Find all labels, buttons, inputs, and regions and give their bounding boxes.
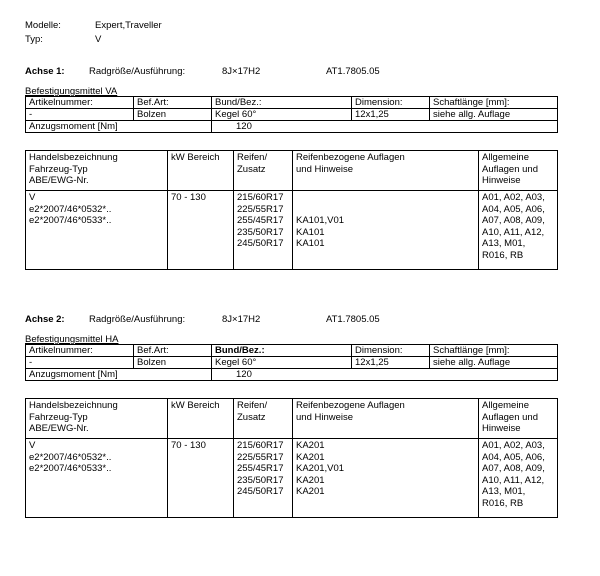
fastening-cell: Bolzen — [134, 109, 212, 121]
axle-1-size-label: Radgröße/Ausführung: — [89, 66, 186, 77]
fastening-header: Bef.Art: — [134, 97, 212, 109]
axle-1-fastening-table — [25, 96, 558, 133]
typ-label: Typ: — [25, 34, 43, 45]
fastening-cell: Bolzen — [134, 357, 212, 369]
detail-cell-tyre-notes: KA201 KA201 KA201,V01 KA201 KA201 — [293, 439, 479, 518]
axle-2-detail-table — [25, 398, 558, 518]
axle-1-code: AT1.7805.05 — [326, 66, 380, 77]
torque-value: 120 — [212, 369, 558, 381]
torque-label: Anzugsmoment [Nm] — [26, 121, 212, 133]
fastening-header: Dimension: — [352, 345, 430, 357]
fastening-header: Dimension: — [352, 97, 430, 109]
detail-header: Reifen/ Zusatz — [234, 399, 293, 439]
fastening-header: Artikelnummer: — [26, 97, 134, 109]
axle-2-fastening-title: Befestigungsmittel HA — [25, 334, 119, 345]
fastening-header: Artikelnummer: — [26, 345, 134, 357]
detail-cell-general-notes: A01, A02, A03, A04, A05, A06, A07, A08, A09, A10, A11, A12, A13, M01, R016, RB — [479, 439, 558, 518]
detail-header: Handelsbezeichnung Fahrzeug-Typ ABE/EWG-Nr. — [26, 399, 168, 439]
axle-2-title: Achse 2: — [25, 314, 65, 325]
fastening-header: Schaftlänge [mm]: — [430, 345, 558, 357]
fastening-header: Schaftlänge [mm]: — [430, 97, 558, 109]
axle-1-title: Achse 1: — [25, 66, 65, 77]
fastening-cell: - — [26, 357, 134, 369]
detail-header: kW Bereich — [168, 151, 234, 191]
detail-cell-kw: 70 - 130 — [168, 191, 234, 270]
axle-2-size-label: Radgröße/Ausführung: — [89, 314, 186, 325]
fastening-cell: 12x1,25 — [352, 357, 430, 369]
detail-cell-tyre-notes: KA101,V01 KA101 KA101 — [293, 191, 479, 270]
modelle-value: Expert,Traveller — [95, 20, 162, 31]
detail-header: Allgemeine Auflagen und Hinweise — [479, 399, 558, 439]
fastening-cell: - — [26, 109, 134, 121]
fastening-header: Bund/Bez.: — [212, 97, 352, 109]
detail-header: Reifenbezogene Auflagen und Hinweise — [293, 399, 479, 439]
detail-cell-vehicle: V e2*2007/46*0532*.. e2*2007/46*0533*.. — [26, 191, 168, 270]
fastening-header: Bef.Art: — [134, 345, 212, 357]
detail-cell-vehicle: V e2*2007/46*0532*.. e2*2007/46*0533*.. — [26, 439, 168, 518]
typ-value: V — [95, 34, 102, 45]
axle-1-detail-table — [25, 150, 558, 270]
detail-header: Allgemeine Auflagen und Hinweise — [479, 151, 558, 191]
fastening-cell: Kegel 60° — [212, 109, 352, 121]
axle-1-fastening-title: Befestigungsmittel VA — [25, 86, 118, 97]
detail-cell-general-notes: A01, A02, A03, A04, A05, A06, A07, A08, A09, A10, A11, A12, A13, M01, R016, RB — [479, 191, 558, 270]
axle-2-fastening-table — [25, 344, 558, 381]
detail-cell-tyres: 215/60R17 225/55R17 255/45R17 235/50R17 245/50R17 — [234, 439, 293, 518]
modelle-label: Modelle: — [25, 20, 61, 31]
torque-label: Anzugsmoment [Nm] — [26, 369, 212, 381]
detail-header: Reifenbezogene Auflagen und Hinweise — [293, 151, 479, 191]
fastening-cell: siehe allg. Auflage — [430, 357, 558, 369]
fastening-cell: 12x1,25 — [352, 109, 430, 121]
fastening-cell: Kegel 60° — [212, 357, 352, 369]
fastening-cell: siehe allg. Auflage — [430, 109, 558, 121]
axle-1-size-value: 8J×17H2 — [222, 66, 261, 77]
detail-cell-tyres: 215/60R17 225/55R17 255/45R17 235/50R17 245/50R17 — [234, 191, 293, 270]
fastening-header: Bund/Bez.: — [212, 345, 352, 357]
axle-2-code: AT1.7805.05 — [326, 314, 380, 325]
detail-header: kW Bereich — [168, 399, 234, 439]
detail-header: Handelsbezeichnung Fahrzeug-Typ ABE/EWG-Nr. — [26, 151, 168, 191]
torque-value: 120 — [212, 121, 558, 133]
detail-header: Reifen/ Zusatz — [234, 151, 293, 191]
axle-2-size-value: 8J×17H2 — [222, 314, 261, 325]
detail-cell-kw: 70 - 130 — [168, 439, 234, 518]
